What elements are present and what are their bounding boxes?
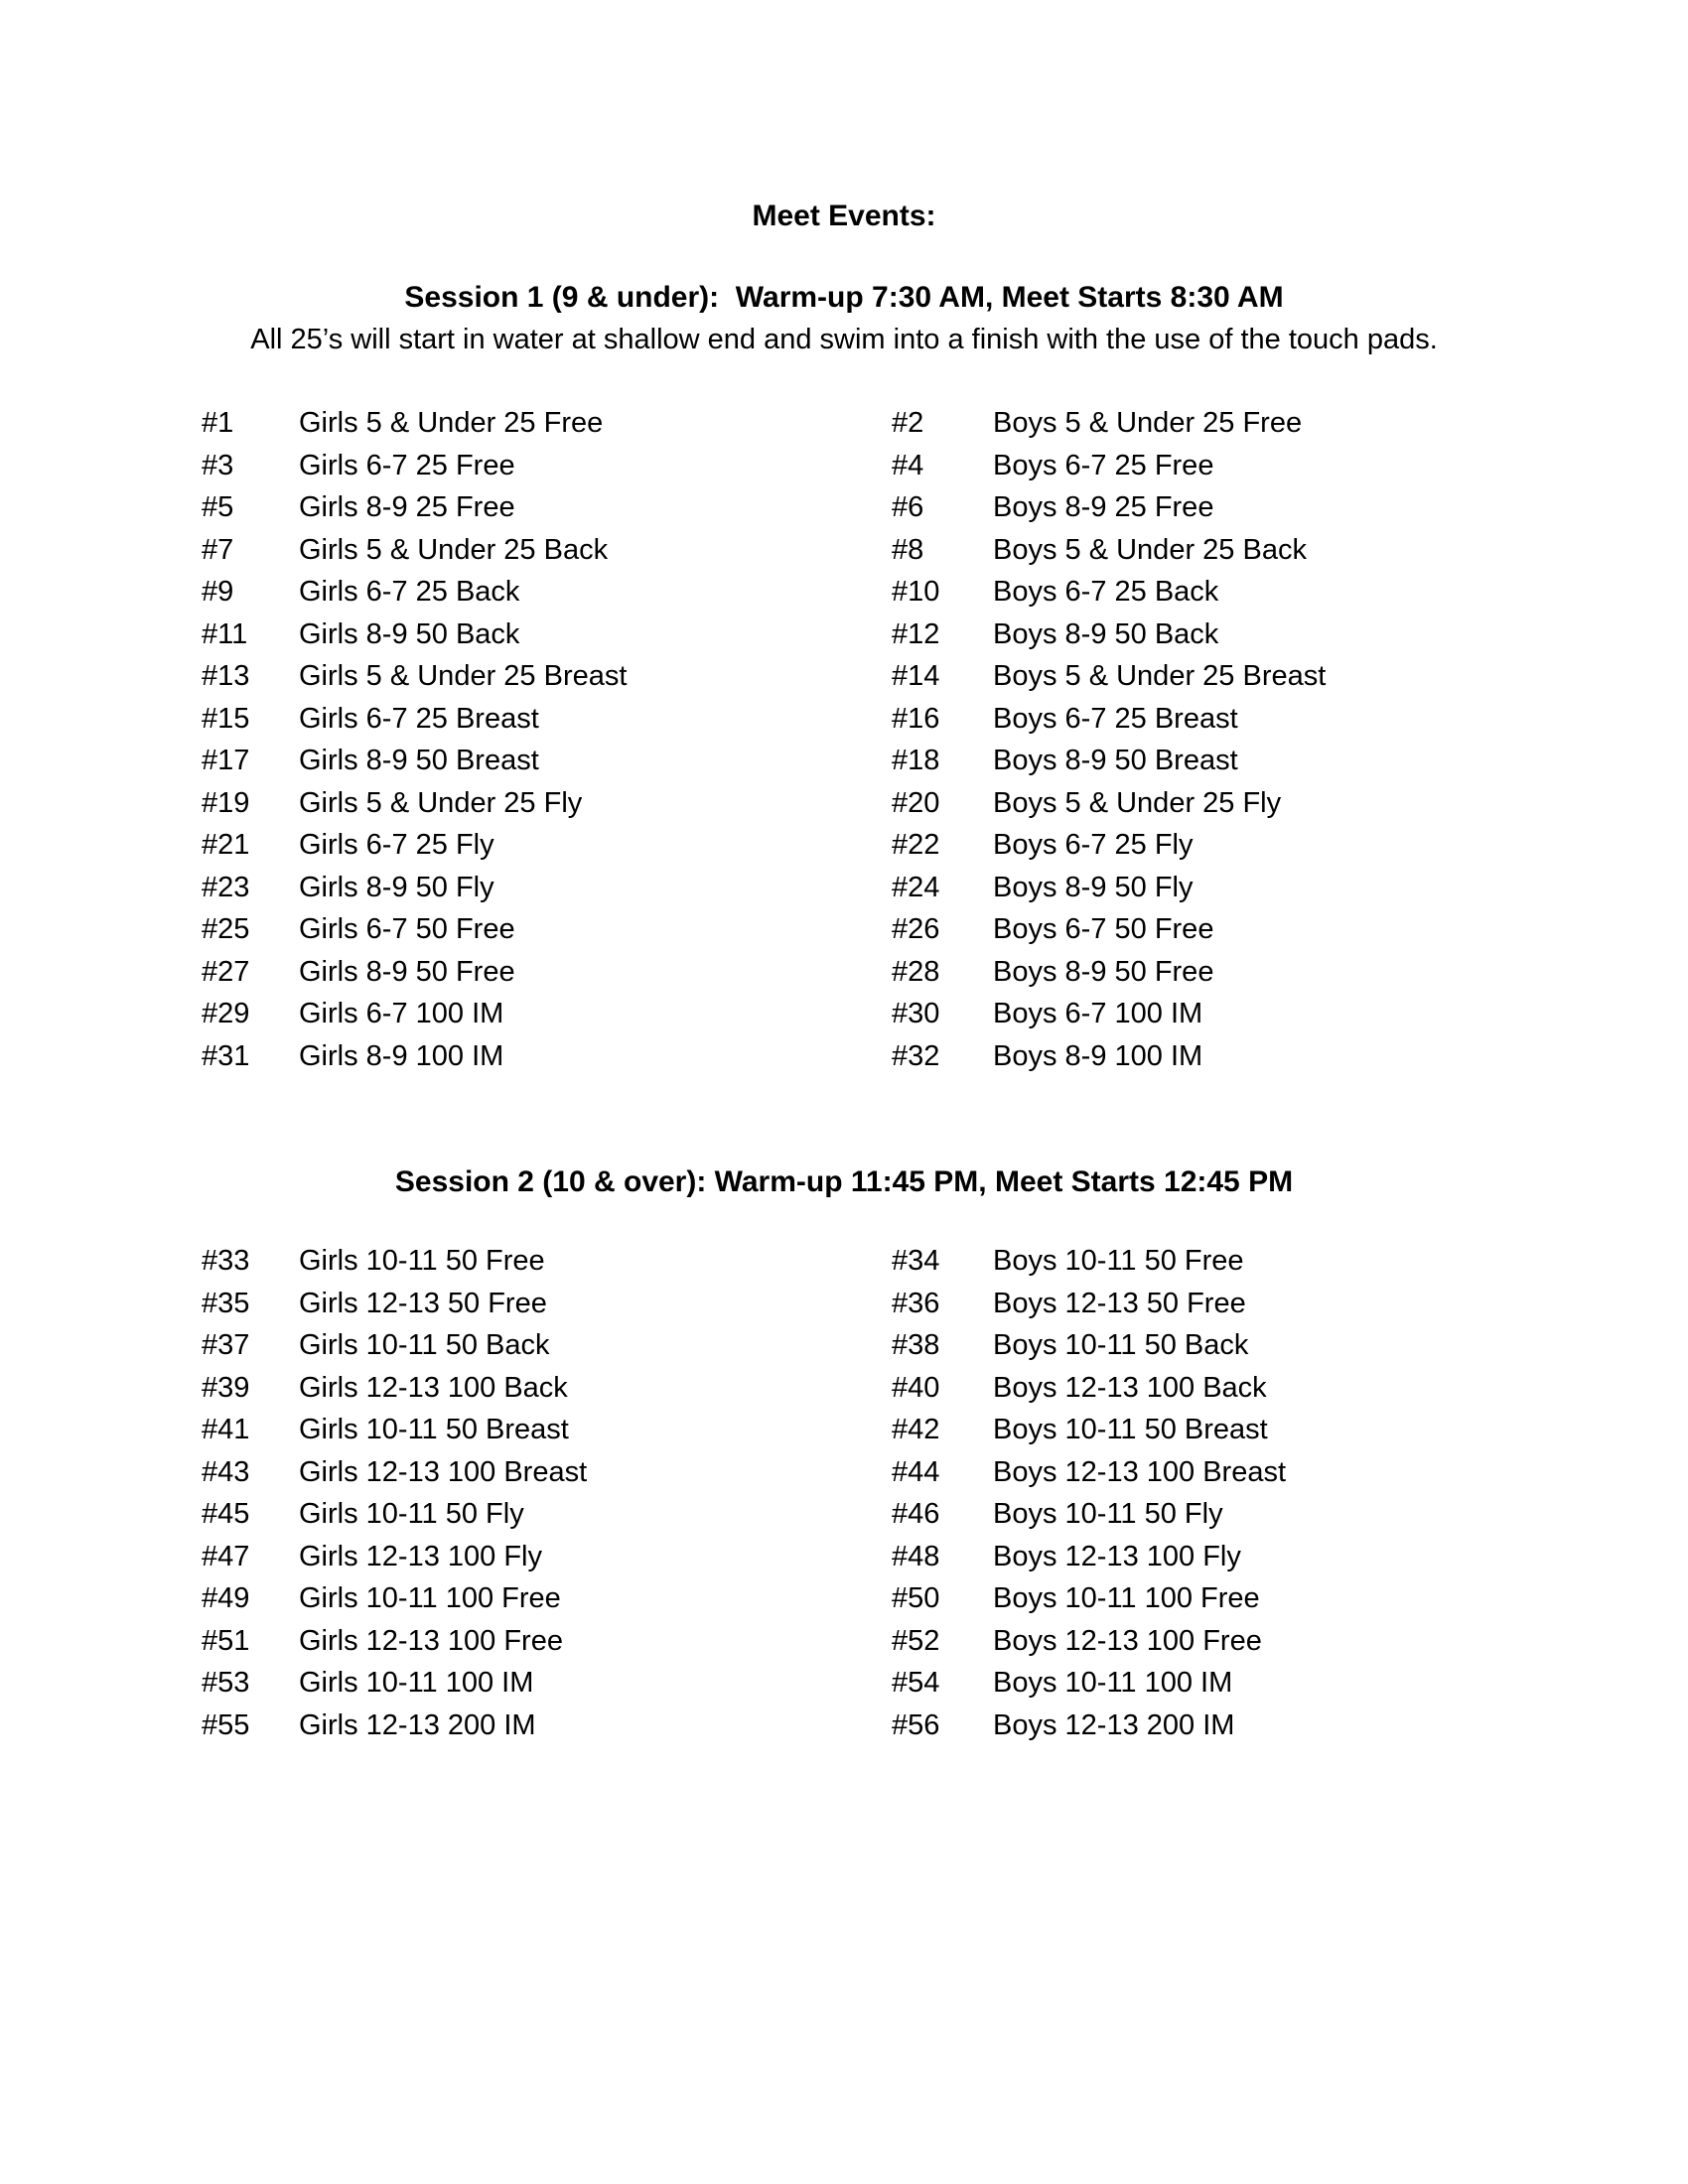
session-1-note: All 25’s will start in water at shallow end and swim into a finish with the use of the touch pads. (250, 324, 1438, 355)
event-number: #18 (892, 745, 940, 776)
event-name: Girls 5 & Under 25 Fly (299, 786, 583, 819)
event-number: #43 (202, 1455, 250, 1488)
event-number: #54 (892, 1667, 940, 1699)
event-number: #21 (202, 829, 250, 861)
event-number: #45 (202, 1498, 250, 1530)
event-number: #22 (892, 829, 940, 861)
event-number: #37 (202, 1329, 250, 1361)
session-2 (0, 1160, 1688, 1746)
session-2-heading: Session 2 (10 & over): Warm-up 11:45 PM, Meet Starts 12:45 PM (394, 1165, 1294, 1198)
event-number: #6 (892, 491, 924, 523)
event-number: #42 (892, 1414, 940, 1445)
event-name: Girls 6-7 25 Fly (299, 829, 494, 861)
event-name: Boys 5 & Under 25 Back (993, 533, 1307, 566)
event-number: #28 (892, 955, 940, 988)
session-1-heading: Session 1 (9 & under): Warm-up 7:30 AM, Meet Starts 8:30 AM (404, 281, 1284, 314)
event-name: Boys 10-11 50 Fly (993, 1498, 1223, 1530)
event-number: #13 (202, 660, 250, 692)
event-name: Boys 12-13 50 Free (993, 1287, 1246, 1319)
event-name: Girls 12-13 100 Back (299, 1371, 568, 1404)
event-name: Boys 10-11 50 Back (993, 1329, 1249, 1361)
event-name: Girls 10-11 100 Free (299, 1582, 561, 1614)
event-number: #56 (892, 1708, 940, 1741)
event-number: #17 (202, 745, 250, 776)
event-number: #41 (202, 1414, 250, 1445)
event-number: #38 (892, 1329, 940, 1361)
event-number: #31 (202, 1039, 250, 1072)
event-number: #52 (892, 1624, 940, 1657)
event-number: #39 (202, 1371, 250, 1404)
event-name: Boys 12-13 100 Fly (993, 1540, 1241, 1572)
event-name: Girls 10-11 50 Fly (299, 1498, 524, 1530)
event-number: #4 (892, 449, 924, 481)
event-number: #49 (202, 1582, 250, 1614)
event-name: Girls 5 & Under 25 Back (299, 533, 609, 566)
event-number: #2 (892, 407, 924, 439)
event-name: Boys 10-11 100 Free (993, 1582, 1260, 1614)
event-name: Girls 10-11 100 IM (299, 1667, 534, 1699)
event-number: #7 (202, 533, 234, 566)
event-name: Girls 10-11 50 Breast (299, 1414, 569, 1445)
event-name: Boys 8-9 50 Free (993, 955, 1214, 988)
event-number: #20 (892, 786, 940, 819)
event-name: Boys 12-13 100 Back (993, 1371, 1267, 1404)
event-name: Boys 5 & Under 25 Fly (993, 786, 1282, 819)
event-number: #23 (202, 871, 250, 903)
event-name: Boys 12-13 200 IM (993, 1708, 1235, 1741)
event-name: Boys 8-9 25 Free (993, 491, 1214, 523)
event-number: #8 (892, 533, 924, 566)
event-name: Girls 8-9 50 Back (299, 617, 520, 650)
event-number: #15 (202, 702, 250, 735)
event-name: Boys 8-9 50 Fly (993, 871, 1194, 903)
event-number: #24 (892, 871, 940, 903)
event-name: Boys 10-11 100 IM (993, 1667, 1233, 1699)
event-number: #35 (202, 1287, 250, 1319)
event-name: Boys 6-7 100 IM (993, 998, 1203, 1029)
event-name: Girls 8-9 50 Breast (299, 745, 539, 776)
event-number: #47 (202, 1540, 250, 1572)
event-name: Boys 10-11 50 Breast (993, 1414, 1268, 1445)
event-name: Girls 6-7 25 Back (299, 576, 520, 608)
event-name: Boys 6-7 50 Free (993, 913, 1214, 945)
event-number: #9 (202, 576, 234, 608)
event-number: #12 (892, 617, 940, 650)
event-name: Girls 12-13 100 Breast (299, 1455, 588, 1488)
event-number: #27 (202, 955, 250, 988)
event-number: #32 (892, 1039, 940, 1072)
event-number: #33 (202, 1245, 250, 1277)
event-name: Girls 8-9 100 IM (299, 1039, 504, 1072)
event-name: Girls 6-7 25 Free (299, 449, 515, 481)
event-name: Boys 10-11 50 Free (993, 1245, 1244, 1277)
event-number: #30 (892, 998, 940, 1029)
event-name: Girls 5 & Under 25 Breast (299, 660, 628, 692)
event-number: #55 (202, 1708, 250, 1741)
event-name: Girls 5 & Under 25 Free (299, 407, 604, 439)
session-1-events (0, 402, 1688, 1077)
event-number: #19 (202, 786, 250, 819)
event-name: Boys 8-9 100 IM (993, 1039, 1203, 1072)
event-number: #10 (892, 576, 940, 608)
event-name: Boys 8-9 50 Back (993, 617, 1219, 650)
event-name: Boys 8-9 50 Breast (993, 745, 1238, 776)
event-number: #29 (202, 998, 250, 1029)
event-number: #25 (202, 913, 250, 945)
event-name: Girls 12-13 100 Free (299, 1624, 563, 1657)
event-number: #1 (202, 407, 234, 439)
session-2-events (0, 1240, 1688, 1746)
event-name: Boys 6-7 25 Breast (993, 702, 1238, 735)
event-name: Girls 12-13 200 IM (299, 1708, 536, 1741)
event-name: Girls 8-9 50 Fly (299, 871, 494, 903)
event-number: #16 (892, 702, 940, 735)
event-name: Girls 6-7 25 Breast (299, 702, 539, 735)
event-number: #26 (892, 913, 940, 945)
session-1 (0, 276, 1688, 1077)
event-name: Boys 12-13 100 Free (993, 1624, 1262, 1657)
event-name: Boys 5 & Under 25 Free (993, 407, 1303, 439)
document-title: Meet Events: (752, 200, 936, 232)
event-name: Boys 5 & Under 25 Breast (993, 660, 1327, 692)
event-number: #34 (892, 1245, 940, 1277)
event-name: Boys 6-7 25 Free (993, 449, 1214, 481)
event-number: #44 (892, 1455, 940, 1488)
event-number: #51 (202, 1624, 250, 1657)
event-number: #50 (892, 1582, 940, 1614)
event-number: #5 (202, 491, 234, 523)
event-number: #53 (202, 1667, 250, 1699)
event-name: Girls 12-13 50 Free (299, 1287, 547, 1319)
event-name: Girls 10-11 50 Free (299, 1245, 545, 1277)
event-name: Girls 10-11 50 Back (299, 1329, 550, 1361)
event-name: Girls 6-7 50 Free (299, 913, 515, 945)
event-name: Boys 6-7 25 Fly (993, 829, 1194, 861)
event-number: #48 (892, 1540, 940, 1572)
event-name: Boys 6-7 25 Back (993, 576, 1219, 608)
event-name: Boys 12-13 100 Breast (993, 1455, 1287, 1488)
event-number: #3 (202, 449, 234, 481)
event-name: Girls 8-9 25 Free (299, 491, 515, 523)
event-name: Girls 12-13 100 Fly (299, 1540, 542, 1572)
event-name: Girls 6-7 100 IM (299, 998, 504, 1029)
event-number: #40 (892, 1371, 940, 1404)
event-number: #11 (202, 617, 248, 650)
event-number: #46 (892, 1498, 940, 1530)
event-name: Girls 8-9 50 Free (299, 955, 515, 988)
event-number: #14 (892, 660, 940, 692)
event-number: #36 (892, 1287, 940, 1319)
